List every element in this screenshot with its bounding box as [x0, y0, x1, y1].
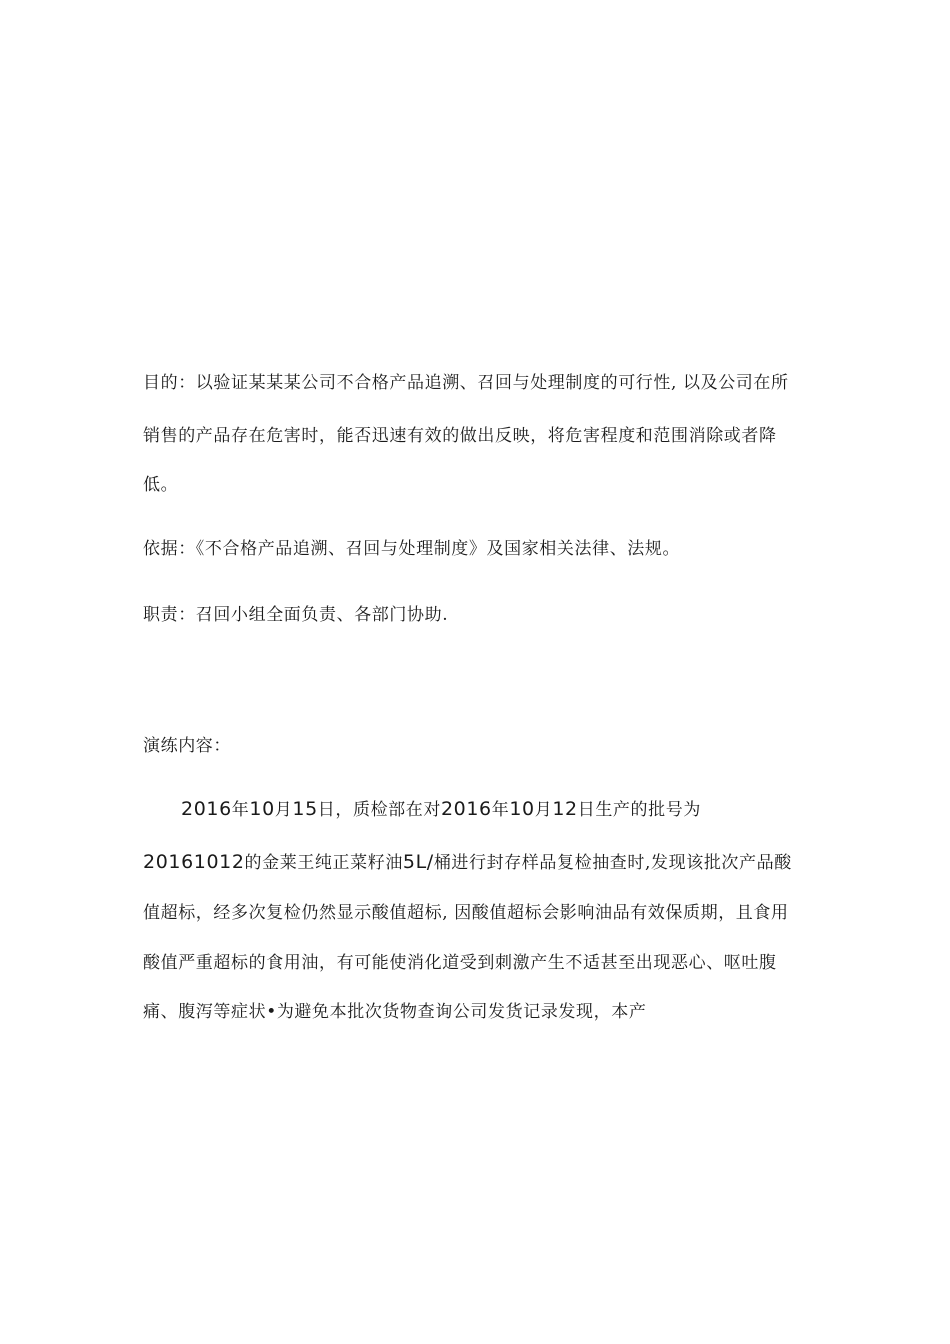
- drill-line-4: 酸值严重超标的食用油，有可能使消化道受到刺激产生不适甚至出现恶心、呕吐腹: [143, 953, 777, 973]
- duty-paragraph: 职责：召回小组全面负责、各部门协助.: [143, 605, 449, 625]
- purpose-line-1: 目的：以验证某某某公司不合格产品追溯、召回与处理制度的可行性, 以及公司在所: [143, 373, 789, 393]
- basis-paragraph: 依据：《不合格产品追溯、召回与处理制度》及国家相关法律、法规。: [143, 539, 681, 559]
- drill-line-1: 2016年10月15日，质检部在对2016年10月12日生产的批号为: [181, 798, 701, 820]
- purpose-line-3: 低。: [143, 475, 179, 495]
- drill-heading: 演练内容：: [143, 736, 231, 756]
- purpose-line-2: 销售的产品存在危害时，能否迅速有效的做出反映，将危害程度和范围消除或者降: [143, 426, 777, 446]
- drill-line-2: 20161012的金莱王纯正菜籽油5L/桶进行封存样品复检抽查时,发现该批次产品酸: [143, 851, 792, 873]
- drill-line-5: 痛、腹泻等症状•为避免本批次货物查询公司发货记录发现，本产: [143, 1002, 647, 1022]
- drill-line-3: 值超标，经多次复检仍然显示酸值超标, 因酸值超标会影响油品有效保质期，且食用: [143, 903, 789, 923]
